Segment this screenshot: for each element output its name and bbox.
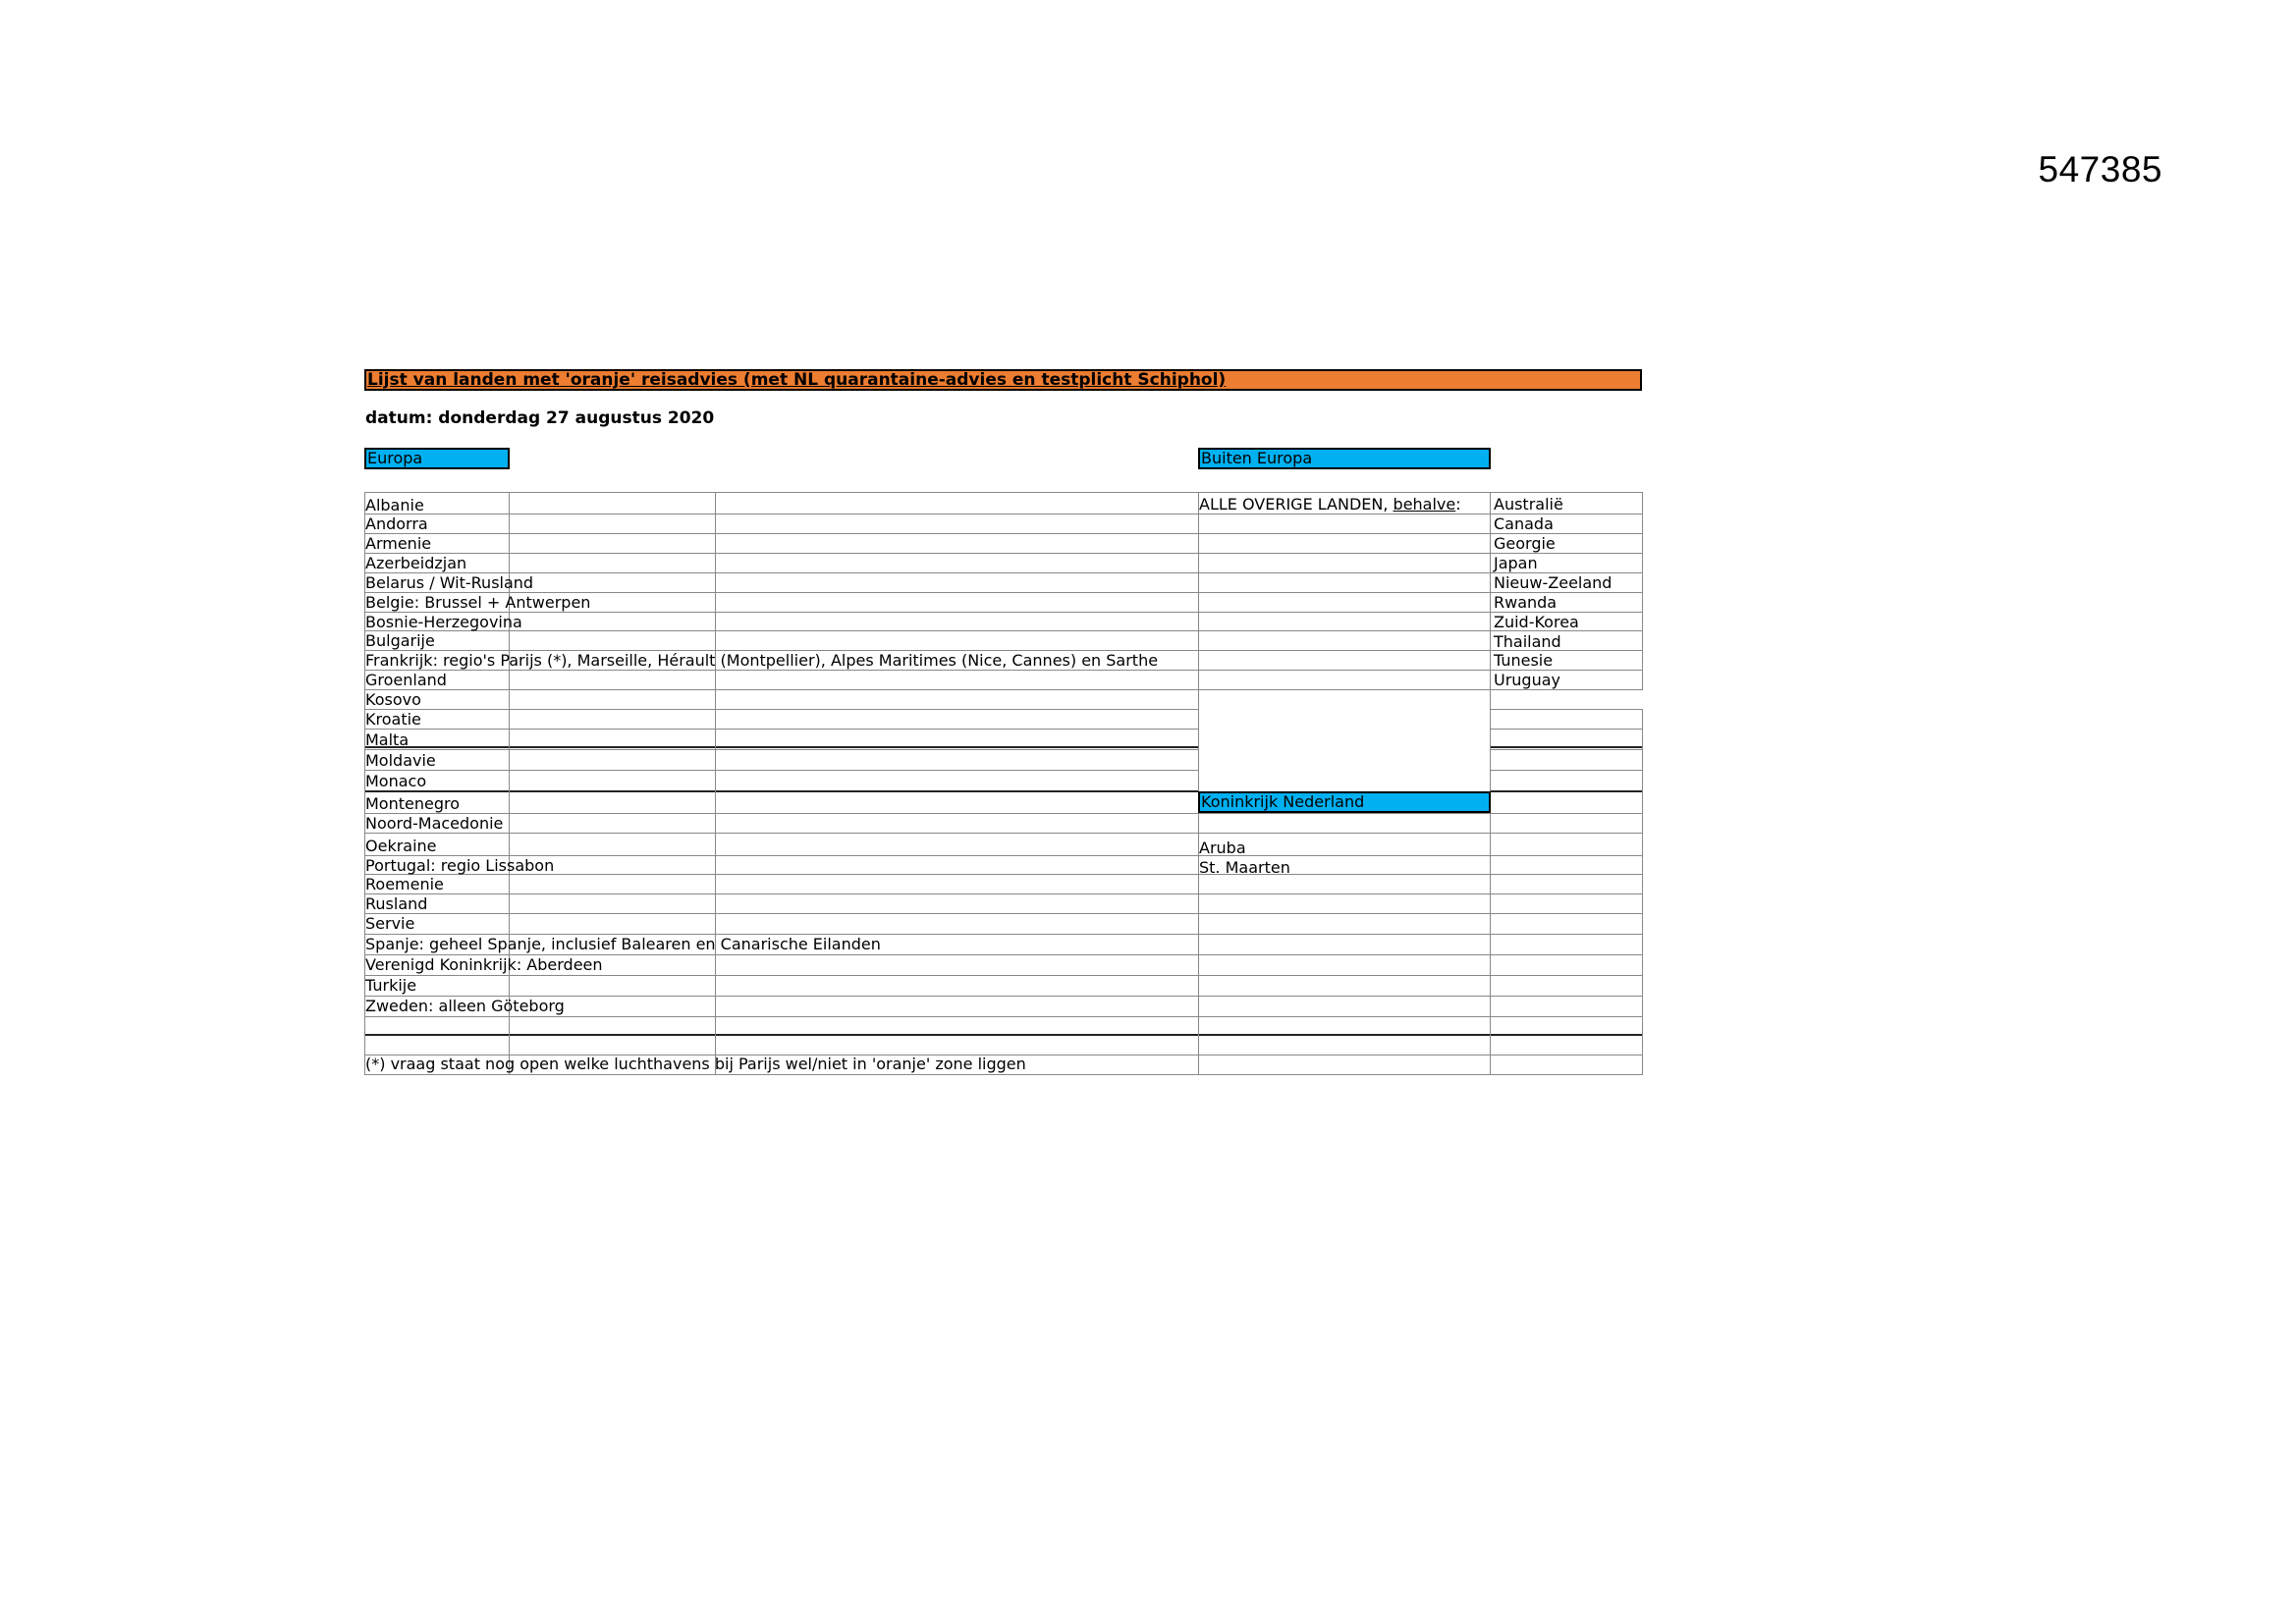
list-item: Turkije bbox=[365, 976, 417, 995]
buiten-europa-intro: ALLE OVERIGE LANDEN, behalve: bbox=[1199, 495, 1461, 514]
list-item: Uruguay bbox=[1494, 671, 1560, 689]
page-title: Lijst van landen met 'oranje' reisadvies (met NL quarantaine-advies en testplicht Schiphol) bbox=[364, 369, 1642, 391]
list-item: Moldavie bbox=[365, 751, 436, 770]
grid-line bbox=[364, 770, 1198, 771]
grid-line bbox=[364, 729, 1198, 730]
grid-line bbox=[364, 1074, 1643, 1075]
list-item: Azerbeidzjan bbox=[365, 554, 467, 572]
buiten-europa-header: Buiten Europa bbox=[1198, 448, 1491, 469]
date-line: datum: donderdag 27 augustus 2020 bbox=[365, 408, 715, 428]
grid-line bbox=[715, 492, 716, 1075]
grid-line bbox=[364, 612, 1643, 613]
list-item: Montenegro bbox=[365, 794, 461, 813]
grid-line bbox=[364, 746, 1198, 748]
grid-line bbox=[1490, 492, 1491, 1075]
grid-line bbox=[364, 855, 1643, 856]
list-item: Thailand bbox=[1494, 632, 1561, 651]
list-item: Spanje: geheel Spanje, inclusief Balearen en Canarische Eilanden bbox=[365, 935, 881, 953]
grid-line bbox=[1642, 709, 1643, 1075]
grid-line bbox=[1490, 746, 1643, 748]
europa-header: Europa bbox=[364, 448, 510, 469]
grid-line bbox=[364, 572, 1643, 573]
list-item: Groenland bbox=[365, 671, 447, 689]
list-item: Japan bbox=[1494, 554, 1538, 572]
list-item: Malta bbox=[365, 730, 410, 749]
grid-line bbox=[364, 630, 1643, 631]
list-item: Georgie bbox=[1494, 534, 1556, 553]
grid-line bbox=[364, 689, 1643, 690]
list-item: Zweden: alleen Göteborg bbox=[365, 997, 565, 1015]
grid-line bbox=[364, 1034, 1643, 1036]
grid-line bbox=[364, 975, 1643, 976]
grid-line bbox=[364, 670, 1643, 671]
list-item: Bosnie-Herzegovina bbox=[365, 613, 522, 631]
list-item: Belarus / Wit-Rusland bbox=[365, 573, 534, 592]
list-item: Kroatie bbox=[365, 710, 421, 729]
list-item: Aruba bbox=[1199, 839, 1246, 857]
list-item: Rwanda bbox=[1494, 593, 1558, 612]
list-item: Servie bbox=[365, 914, 415, 933]
list-item: Roemenie bbox=[365, 875, 444, 893]
list-item: Monaco bbox=[365, 772, 427, 790]
grid-line bbox=[1490, 749, 1643, 750]
grid-line bbox=[364, 553, 1643, 554]
list-item: Tunesie bbox=[1494, 651, 1554, 670]
grid-line bbox=[364, 913, 1643, 914]
grid-line bbox=[364, 749, 1198, 750]
list-item: Canada bbox=[1494, 514, 1554, 533]
grid-line bbox=[364, 533, 1643, 534]
list-item: Oekraine bbox=[365, 837, 437, 855]
grid-line bbox=[364, 790, 1198, 792]
grid-line bbox=[364, 833, 1643, 834]
grid-line bbox=[364, 893, 1643, 894]
list-item: Zuid-Korea bbox=[1494, 613, 1579, 631]
list-item: Australië bbox=[1494, 495, 1563, 514]
footnote: (*) vraag staat nog open welke luchthavens bij Parijs wel/niet in 'oranje' zone liggen bbox=[365, 1055, 1026, 1073]
list-item: Bulgarije bbox=[365, 631, 435, 650]
list-item: Andorra bbox=[365, 514, 428, 533]
grid-line bbox=[1490, 790, 1643, 792]
grid-line bbox=[364, 709, 1198, 710]
grid-line bbox=[1490, 729, 1643, 730]
grid-line bbox=[1490, 770, 1643, 771]
grid-line bbox=[1642, 492, 1643, 689]
list-item: Nieuw-Zeeland bbox=[1494, 573, 1613, 592]
grid-line bbox=[364, 874, 1643, 875]
grid-line bbox=[1198, 492, 1199, 1075]
grid-line bbox=[364, 492, 1643, 493]
list-item: Kosovo bbox=[365, 690, 421, 709]
list-item: Armenie bbox=[365, 534, 432, 553]
grid-line bbox=[364, 813, 1643, 814]
list-item: Frankrijk: regio's Parijs (*), Marseille, Hérault (Montpellier), Alpes Maritimes (Nice, Cannes) en Sarthe bbox=[365, 651, 1159, 670]
list-item: Noord-Macedonie bbox=[365, 814, 504, 833]
koninkrijk-header: Koninkrijk Nederland bbox=[1198, 791, 1491, 813]
grid-line bbox=[364, 1016, 1643, 1017]
list-item: Belgie: Brussel + Antwerpen bbox=[365, 593, 591, 612]
document-number: 547385 bbox=[2038, 149, 2162, 189]
list-item: Rusland bbox=[365, 894, 428, 913]
list-item: Albanie bbox=[365, 496, 424, 514]
list-item: St. Maarten bbox=[1199, 858, 1290, 877]
list-item: Verenigd Koninkrijk: Aberdeen bbox=[365, 955, 603, 974]
grid-line bbox=[1490, 709, 1643, 710]
behalve-text: behalve bbox=[1393, 495, 1456, 514]
list-item: Portugal: regio Lissabon bbox=[365, 856, 555, 875]
